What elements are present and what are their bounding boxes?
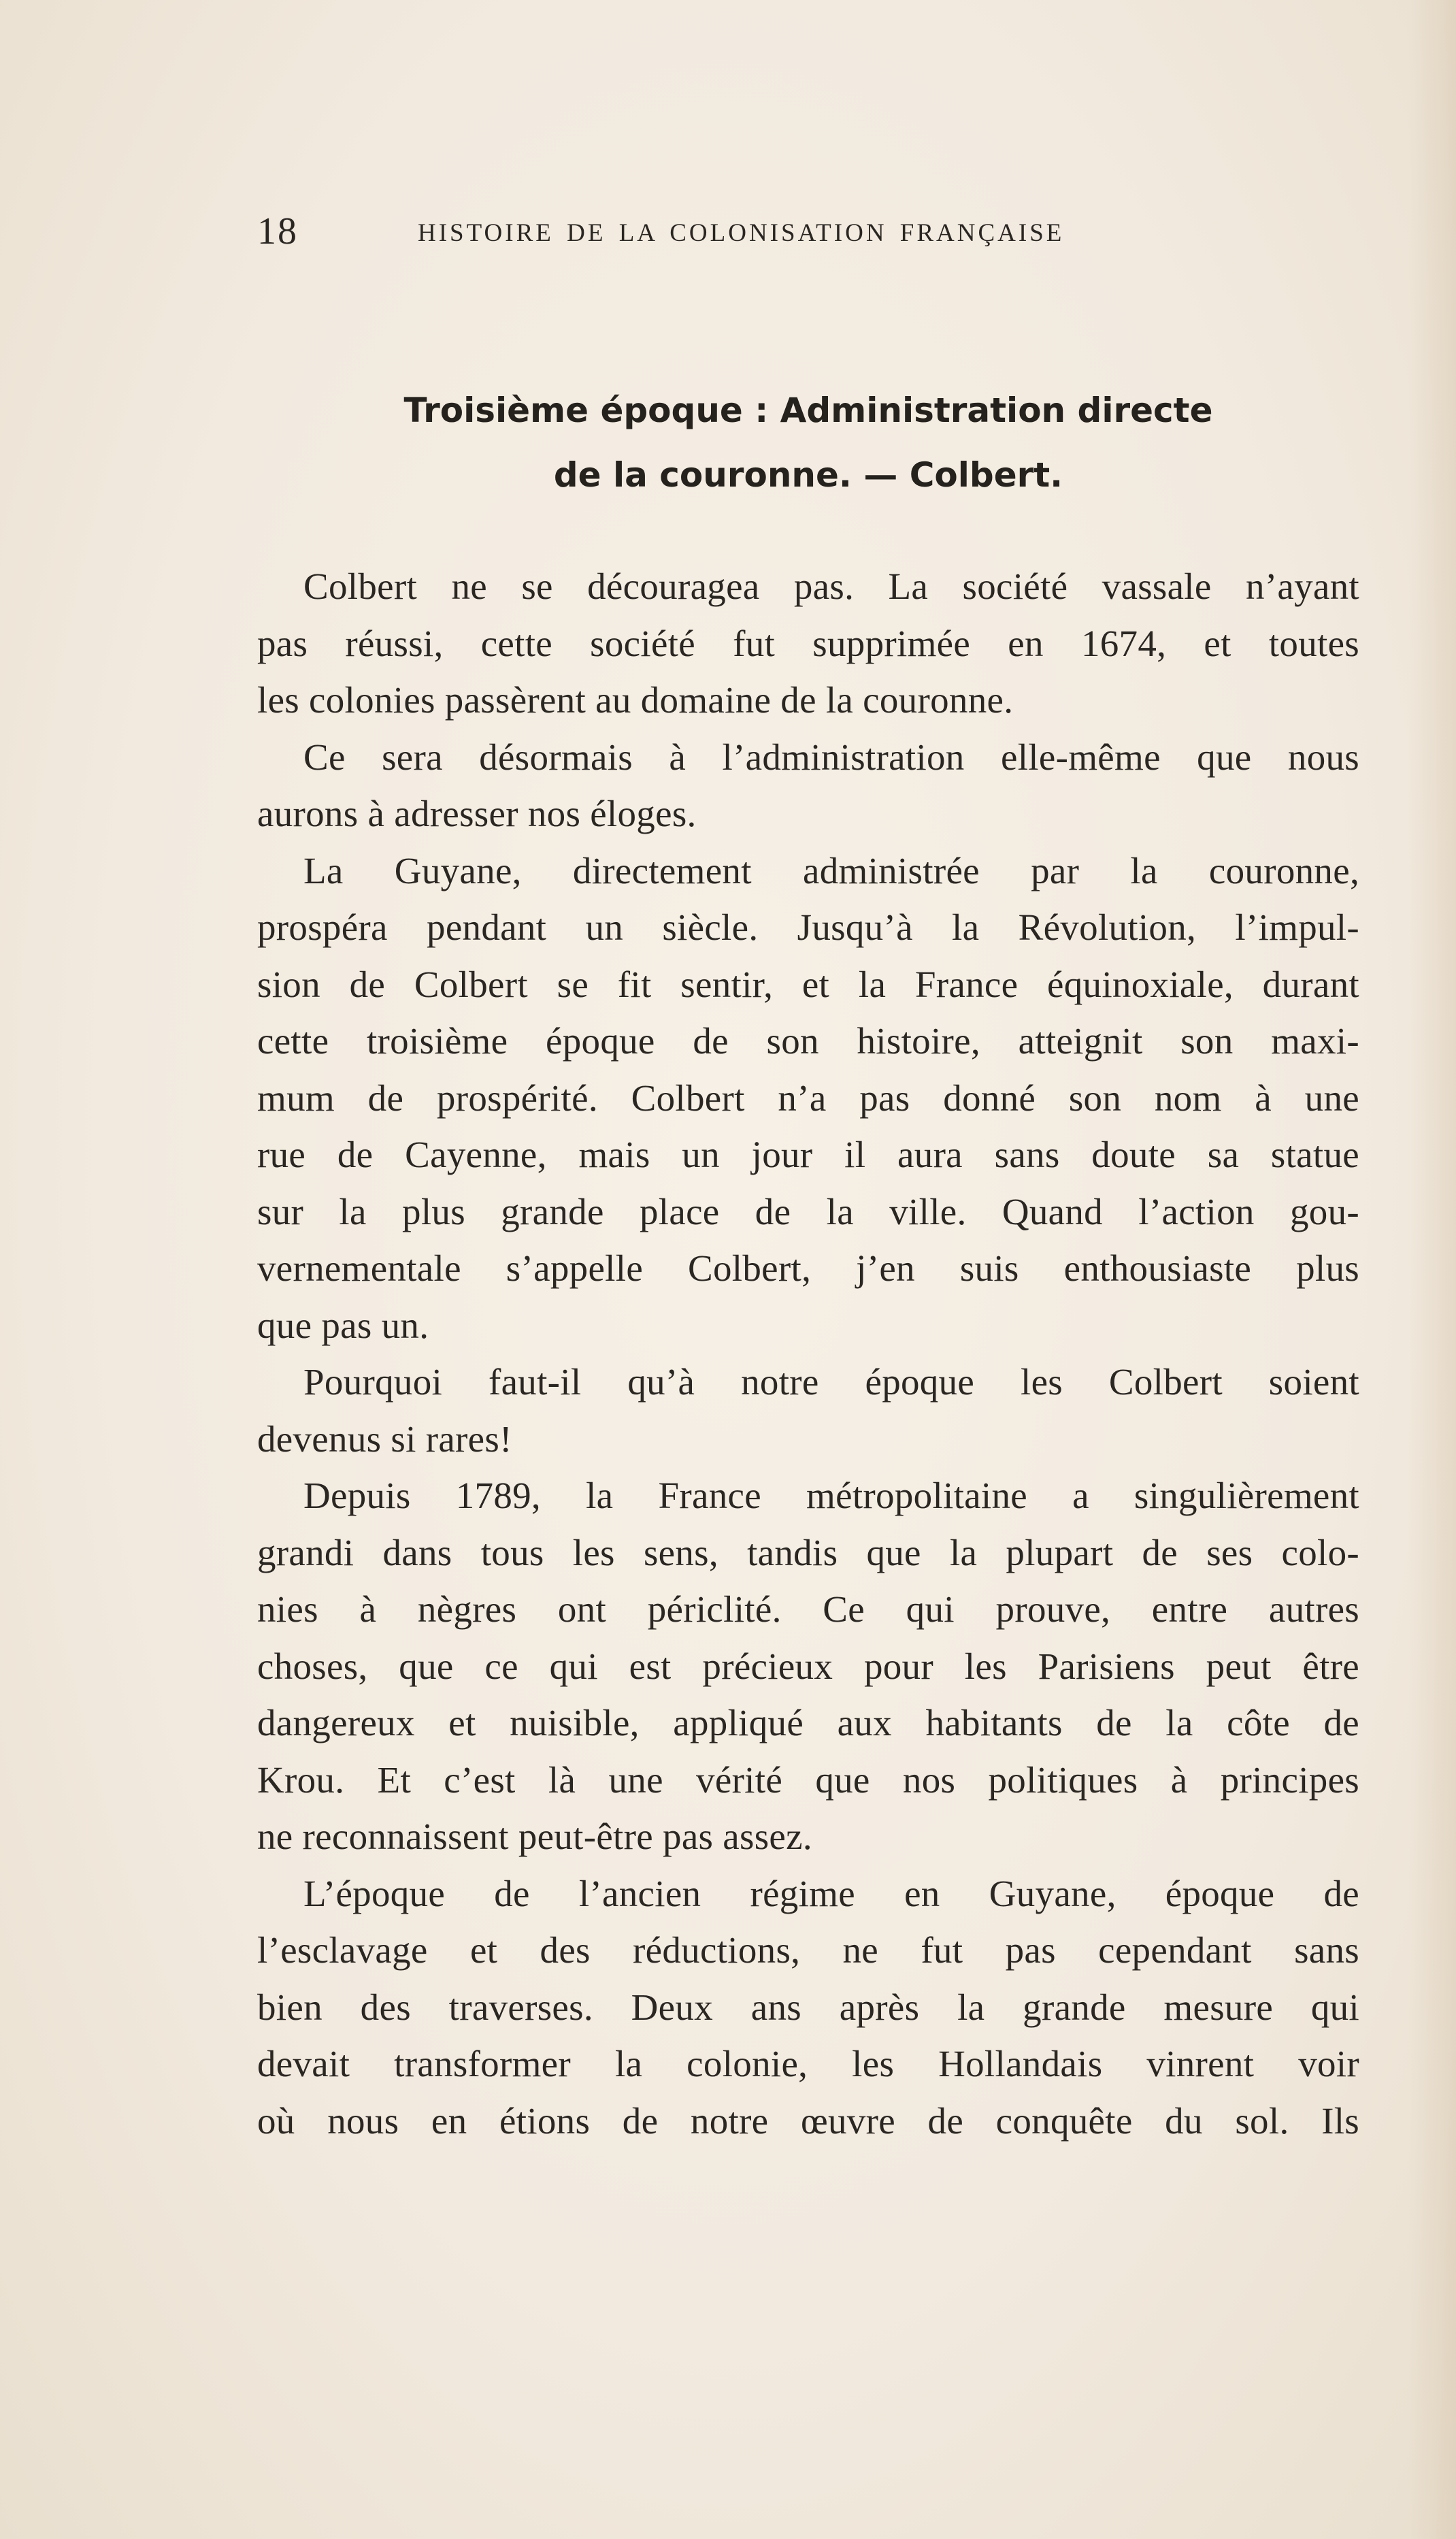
running-title: HISTOIRE DE LA COLONISATION FRANÇAISE [418, 219, 1065, 247]
text-line: où nous en étions de notre œuvre de conquête du sol. Ils [257, 2099, 1359, 2142]
text-line: cette troisième époque de son histoire, atteignit son maxi- [257, 1020, 1359, 1062]
section-heading-line: Troisième époque : Administration directe [403, 391, 1213, 430]
text-line: nies à nègres ont périclité. Ce qui prouve, entre autres [257, 1588, 1359, 1630]
text-line: Pourquoi faut-il qu’à notre époque les Colbert soient [303, 1361, 1359, 1403]
body-text [257, 558, 1359, 2149]
text-line: aurons à adresser nos éloges. [257, 793, 697, 834]
text-line: l’esclavage et des réductions, ne fut pas cependant sans [257, 1929, 1359, 1971]
text-line: mum de prospérité. Colbert n’a pas donné son nom à une [257, 1077, 1359, 1119]
text-line: dangereux et nuisible, appliqué aux habitants de la côte de [257, 1702, 1359, 1743]
text-line: La Guyane, directement administrée par la couronne, [303, 849, 1359, 891]
page-edge-shadow [1408, 0, 1456, 2539]
text-line: vernementale s’appelle Colbert, j’en suis enthousiaste plus [257, 1247, 1359, 1289]
text-line: grandi dans tous les sens, tandis que la plupart de ses colo- [257, 1531, 1359, 1573]
text-line: rue de Cayenne, mais un jour il aura sans doute sa statue [257, 1134, 1359, 1175]
text-line: Krou. Et c’est là une vérité que nos politiques à principes [257, 1758, 1359, 1801]
text-line: que pas un. [257, 1304, 429, 1346]
text-line: sion de Colbert se fit sentir, et la France équinoxiale, durant [257, 963, 1359, 1005]
text-line: Ce sera désormais à l’administration elle-même que nous [303, 736, 1359, 778]
text-line: ne reconnaissent peut-être pas assez. [257, 1816, 812, 1857]
text-line: les colonies passèrent au domaine de la couronne. [257, 679, 1014, 721]
running-head [257, 208, 1210, 255]
text-line: sur la plus grande place de la ville. Quand l’action gou- [257, 1190, 1359, 1232]
page-number: 18 [257, 210, 298, 252]
text-line: Colbert ne se découragea pas. La société vassale n’ayant [303, 566, 1359, 607]
text-line: devenus si rares! [257, 1418, 512, 1460]
section-heading-line: de la couronne. — Colbert. [553, 455, 1063, 495]
section-heading [257, 378, 1359, 508]
text-line: devait transformer la colonie, les Hollandais vinrent voir [257, 2043, 1359, 2084]
text-line: L’époque de l’ancien régime en Guyane, époque de [303, 1872, 1359, 1914]
text-line: prospéra pendant un siècle. Jusqu’à la Révolution, l’impul- [257, 906, 1359, 948]
text-line: Depuis 1789, la France métropolitaine a singulièrement [303, 1475, 1359, 1516]
text-line: pas réussi, cette société fut supprimée en 1674, et toutes [257, 622, 1359, 664]
text-line: choses, que ce qui est précieux pour les Parisiens peut être [257, 1645, 1359, 1687]
text-line: bien des traverses. Deux ans après la grande mesure qui [257, 1986, 1359, 2028]
